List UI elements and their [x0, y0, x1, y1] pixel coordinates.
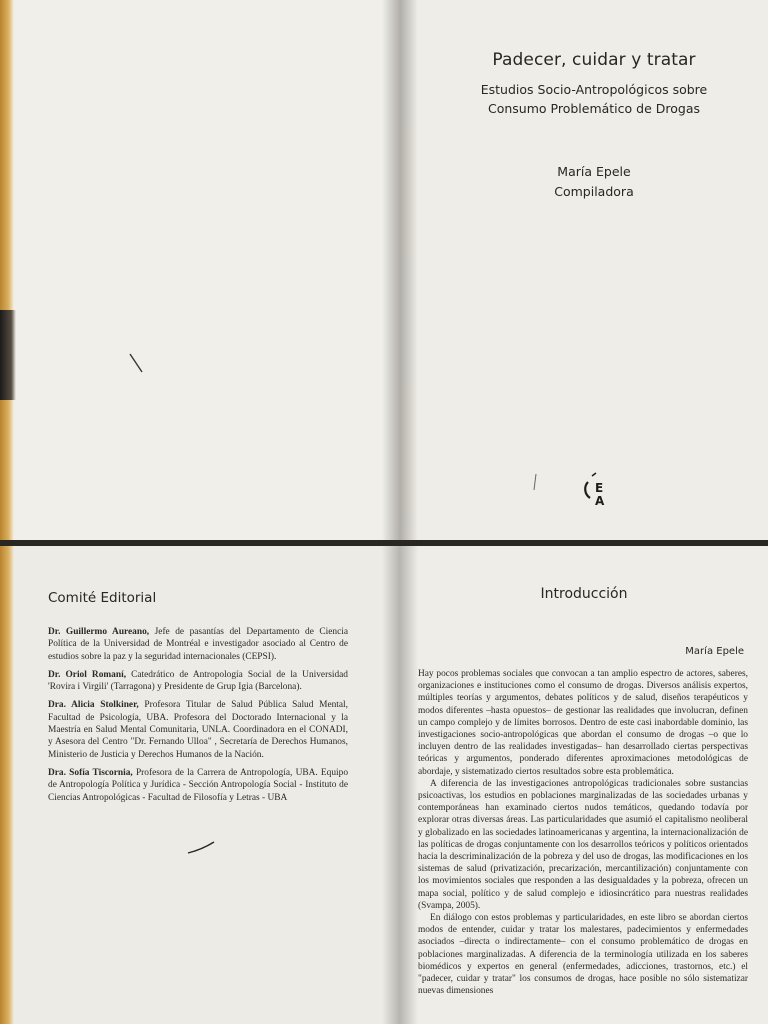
committee-list: [48, 626, 348, 810]
member-description: Catedrático de Antropología Social de la Universidad 'Rovira i Virgili' (Tarragona) y Presidente de Grup Igia (Barcelona).: [48, 669, 348, 693]
paragraph: A diferencia de las investigaciones antropológicas tradicionales sobre sustancias psicoactivas, los estudios en poblaciones marginalizadas de las sociedades urbanas y contemporáneas han examinado ciertos nudos temáticos, quedando todavía por explorar otras diversas áreas. Las particularidades que asumió el capitalismo neoliberal y globalizado en las sociedades latinoamericanas y argentina, la internacionalización de las políticas de drogas conjuntamente con los desarrollos teóricos y políticos orientados hacia la descriminalización de la pobreza y del uso de drogas, las modificaciones en los sistemas de salud (privatización, precarización, mercantilización) conjuntamente con los movimientos sociales que responden a las desigualdades y la pobreza, ofrecen un mapa social, político y de salud complejo e idiosincrático para nuestras realidades (Svampa, 2005).: [418, 778, 748, 911]
member-description: Profesora de la Carrera de Antropología, UBA. Equipo de Antropología Política y Jurídica - Sección Antropología Social - Instituto de Ciencias Antropológicas - Facultad de Filosofía y Letras - UBA: [48, 767, 349, 803]
subtitle-line-2: Consumo Problemático de Drogas: [487, 101, 700, 116]
member-name: Dr. Guillermo Aureano,: [48, 627, 150, 637]
introduction-heading: Introducción: [540, 586, 628, 602]
gutter-shadow: [400, 546, 418, 1024]
introduction-body: [418, 668, 748, 997]
gutter-shadow: [400, 0, 418, 540]
editorial-committee-page: [0, 546, 400, 1024]
gutter-shadow: [382, 0, 400, 540]
page-edge: [0, 0, 14, 540]
introduction-page: [400, 546, 768, 1024]
book-subtitle: [420, 80, 768, 118]
ea-publisher-logo-icon: [578, 470, 618, 510]
committee-member: [48, 767, 348, 804]
member-name: Dr. Oriol Romaní,: [48, 669, 127, 680]
editor-role: Compiladora: [554, 184, 634, 199]
svg-text:A: A: [595, 494, 605, 508]
member-description: Jefe de pasantías del Departamento de Ciencia Política de la Universidad de Montréal e investigador asociado al Centro de estudios sobre la paz y la seguridad internacionales (CEPSI).: [48, 627, 349, 662]
subtitle-line-1: Estudios Socio-Antropológicos sobre: [480, 82, 708, 97]
committee-member: [48, 669, 348, 694]
editor-name: María Epele: [557, 164, 631, 179]
gutter-shadow: [382, 546, 400, 1024]
book-title: Padecer, cuidar y tratar: [492, 50, 696, 70]
paragraph: En diálogo con estos problemas y particularidades, en este libro se abordan ciertos modos de entender, cuidar y tratar los malestares, padecimientos y enfermedades asociados –directa o indirectamente– con el consumo problemático de drogas en poblaciones marginalizadas. A diferencia de la terminología utilizada en los saberes biomédicos y expertos en general (enfermedades, adicciones, trastornos, etc.) el "padecer, cuidar y tratar" los consumos de drogas, hace posible no sólo sistematizar nuevas dimensiones: [418, 913, 748, 997]
pen-mark: [530, 472, 540, 494]
member-description: Profesora Titular de Salud Pública Salud Mental, Facultad de Psicología, UBA. Profesora del Doctorado Internacional y la Maestría en Salud Mental Comunitaria, UNLA. Coordinadora en el CONADI, y Asesora del Centro "Dr. Fernando Ulloa" , Secretaría de Derechos Humanos, Ministerio de Justicia y Derechos Humanos de la Nación.: [48, 700, 349, 760]
pen-mark: [128, 352, 148, 376]
book-editor: [420, 162, 768, 202]
paragraph: Hay pocos problemas sociales que convocan a tan amplio espectro de actores, saberes, organizaciones e instituciones como el consumo de drogas. Diversos análisis expertos, múltiples teorías y argumentos, debates políticos y de salud, diseños terapéuticos y modos diferentes –hasta opuestos– de gestionar las realidades que involucran, definen un campo complejo y de límites borrosos. Dentro de este casi inabordable dominio, las investigaciones socio-antropológicas que abordan el consumo de drogas –o que lo incluyen dentro de las realidades investigadas– han desarrollado ciertas perspectivas teóricas y argumentos, ponderado diferentes aproximaciones metodológicas de abordaje, y sistematizado ciertos resultados sobre esta problemática.: [418, 669, 748, 777]
member-name: Dra. Sofía Tiscornia,: [48, 767, 133, 778]
svg-text:E: E: [595, 481, 604, 495]
title-page: [400, 0, 768, 540]
committee-member: [48, 699, 348, 760]
committee-heading: Comité Editorial: [48, 590, 157, 606]
page-edge: [0, 546, 14, 1024]
introduction-author: María Epele: [685, 646, 744, 657]
page-edge-shadow: [0, 310, 16, 400]
pen-mark: [186, 840, 216, 856]
member-name: Dra. Alicia Stolkiner,: [48, 700, 139, 711]
blank-page: [0, 0, 400, 540]
committee-member: [48, 626, 348, 663]
